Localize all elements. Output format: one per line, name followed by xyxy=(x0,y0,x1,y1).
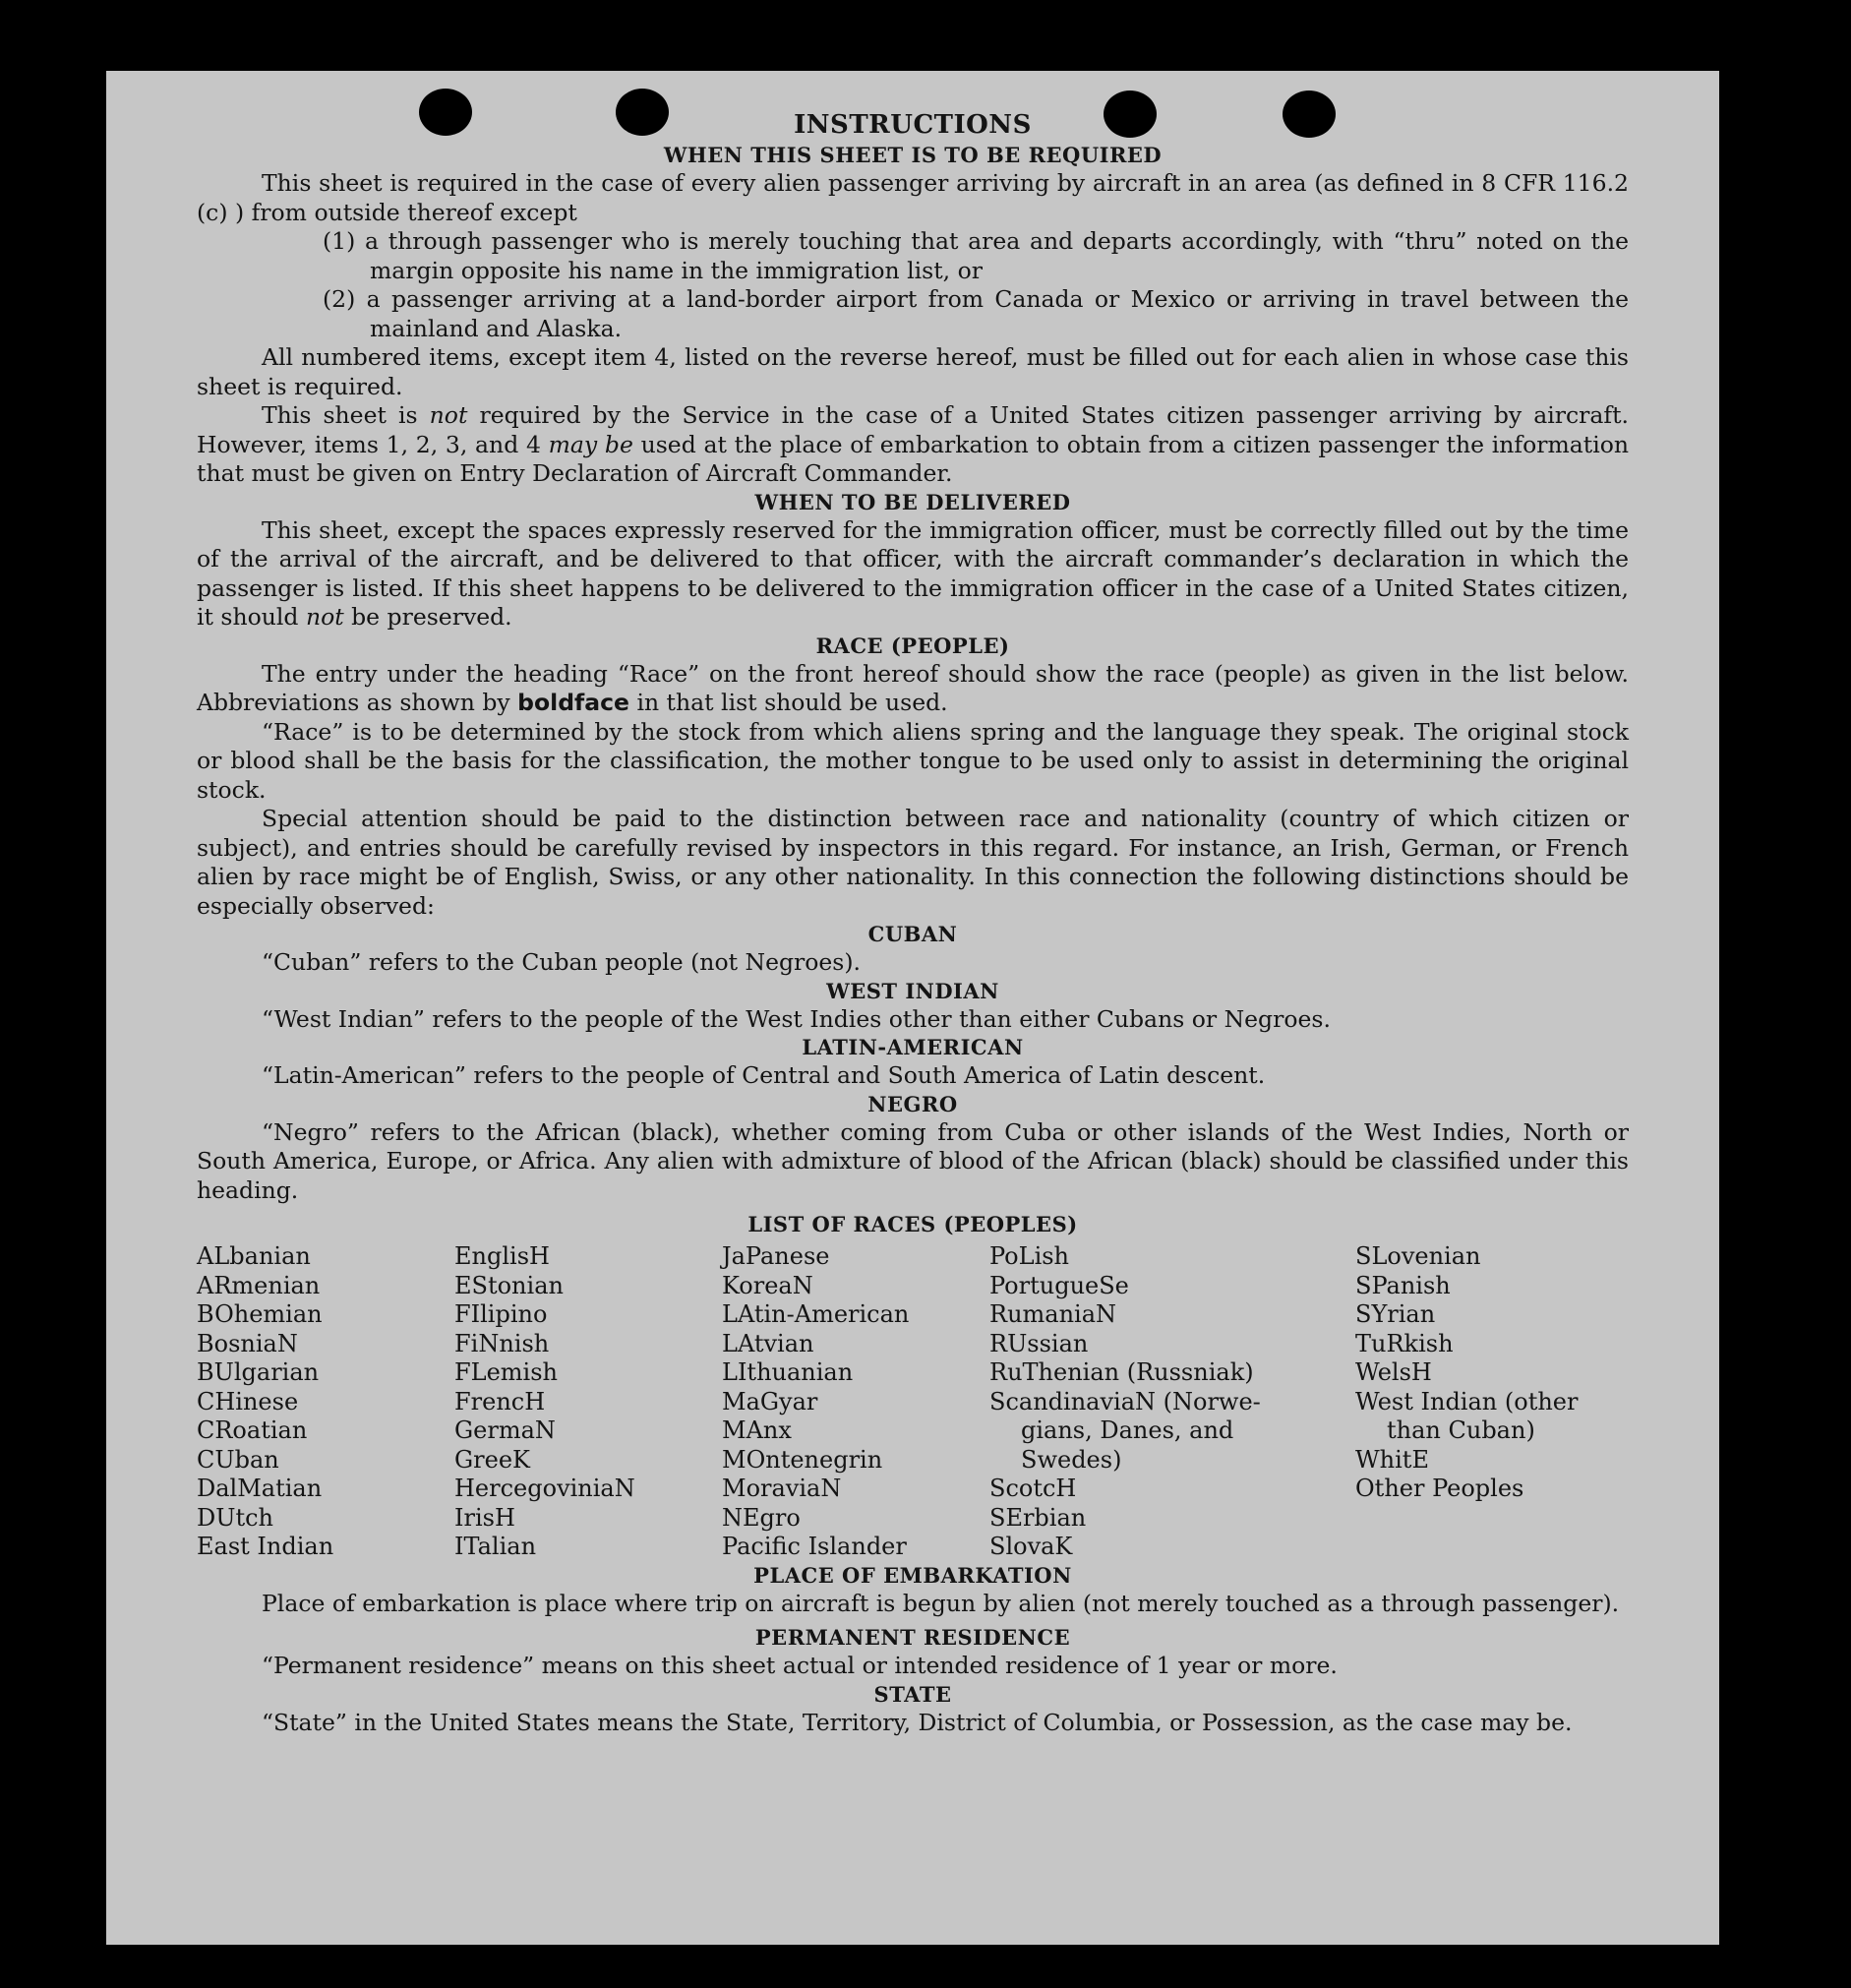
race-item: PortugueSe xyxy=(989,1271,1129,1299)
race-item: CUban xyxy=(197,1445,279,1474)
heading-west-indian: WEST INDIAN xyxy=(826,978,999,1003)
race-item: FrencH xyxy=(454,1387,546,1416)
race-column xyxy=(989,1242,1355,1562)
text-segment: This sheet, except the spaces expressly reserved for the immigration officer, must be correctly filled out by the time of the arrival of the aircraft, and be delivered to that officer, with the aircraft commander’s declaration in which the passenger is listed. If this sheet happens to be delivered to the immigration officer in the case of a United States citizen, it should xyxy=(197,515,1629,631)
text-segment: be preserved. xyxy=(343,603,512,631)
race-item: MoraviaN xyxy=(722,1475,842,1502)
race-column xyxy=(1355,1242,1629,1562)
race-item: MOntenegrin xyxy=(722,1445,883,1474)
race-item: LAtvian xyxy=(722,1329,814,1357)
text-segment: used at the place of embarkation to obtain from a citizen passenger the information that must be given on Entry Declaration of Aircraft Commander. xyxy=(197,430,1629,487)
race-item: NEgro xyxy=(722,1503,801,1532)
race-item: SPanish xyxy=(1355,1271,1451,1299)
text-segment: in that list should be used. xyxy=(628,689,948,716)
race-item: Pacific Islander xyxy=(722,1533,907,1560)
paragraph-delivered xyxy=(197,516,1629,633)
paragraph-race-nationality: Special attention should be paid to the distinction between race and nationality (country of which citizen or subject), and entries should be carefully revised by inspectors in this regard. For instance, an Irish, German, or French alien by race might be of English, Swiss, or any other nationality. In this connection the following distinctions should be especially observed: xyxy=(197,805,1629,920)
heading-latin-american: LATIN-AMERICAN xyxy=(802,1035,1024,1059)
heading-when-delivered: WHEN TO BE DELIVERED xyxy=(754,489,1071,514)
race-item: East Indian xyxy=(197,1533,334,1560)
paragraph-numbered-items: All numbered items, except item 4, listed on the reverse hereof, must be filled out for each alien in whose case this sheet is required. xyxy=(197,343,1629,400)
race-item: SLovenian xyxy=(1355,1242,1481,1270)
paragraph-latin-american: “Latin-American” refers to the people of Central and South America of Latin descent. xyxy=(262,1061,1266,1089)
race-item: RUssian xyxy=(989,1329,1089,1357)
race-item: MaGyar xyxy=(722,1387,818,1416)
document-page xyxy=(106,71,1719,1945)
race-item: KoreaN xyxy=(722,1271,813,1299)
emphasis-text: not xyxy=(429,401,468,429)
race-item: HercegoviniaN xyxy=(454,1475,635,1502)
race-item: BOhemian xyxy=(197,1300,323,1328)
race-item: LAtin-American xyxy=(722,1300,910,1328)
race-item: GreeK xyxy=(454,1445,530,1474)
race-item: RuThenian (Russniak) xyxy=(989,1358,1254,1386)
race-item: WelsH xyxy=(1355,1358,1432,1386)
heading-list-of-races: LIST OF RACES (PEOPLES) xyxy=(747,1212,1078,1236)
exception-1: (1) a through passenger who is merely touching that area and departs accordingly, with “thru” noted on the margin opposite his name in the immigration list, or xyxy=(323,227,1629,284)
race-item: GermaN xyxy=(454,1416,556,1444)
page-title: INSTRUCTIONS xyxy=(794,110,1032,140)
race-item: BosniaN xyxy=(197,1329,298,1357)
heading-embarkation: PLACE OF EMBARKATION xyxy=(753,1562,1072,1588)
heading-permanent-residence: PERMANENT RESIDENCE xyxy=(754,1625,1071,1650)
race-item: ALbanian xyxy=(197,1242,311,1270)
paragraph-cuban: “Cuban” refers to the Cuban people (not Negroes). xyxy=(262,948,862,976)
paragraph-race-stock: “Race” is to be determined by the stock from which aliens spring and the language they speak. The original stock or blood shall be the basis for the classification, the mother tongue to be used only to assist in determining the original stock. xyxy=(197,717,1629,804)
race-item: RumaniaN xyxy=(989,1300,1117,1328)
race-item: EStonian xyxy=(454,1271,564,1299)
paragraph-state: “State” in the United States means the State, Territory, District of Columbia, or Possession, as the case may be. xyxy=(262,1708,1573,1736)
exception-2: (2) a passenger arriving at a land-border airport from Canada or Mexico or arriving in travel between the mainland and Alaska. xyxy=(323,285,1629,342)
race-item: TuRkish xyxy=(1355,1329,1454,1357)
paragraph-citizen xyxy=(197,401,1629,489)
race-item: gians, Danes, and xyxy=(1021,1416,1234,1444)
heading-state: STATE xyxy=(873,1681,952,1707)
race-item: LIthuanian xyxy=(722,1358,854,1386)
paragraph-permanent-residence: “Permanent residence” means on this sheet actual or intended residence of 1 year or more. xyxy=(262,1652,1338,1679)
race-column xyxy=(197,1242,454,1562)
text-segment: The entry under the heading “Race” on the front hereof should show the race (people) as given in the list below. Abbreviations as shown by xyxy=(197,659,1629,716)
text-segment: This sheet is xyxy=(262,401,430,429)
paragraph-intro: This sheet is required in the case of every alien passenger arriving by aircraft in an area (as defined in 8 CFR 116.2 (c) ) from outside thereof except xyxy=(197,169,1629,226)
race-item: SlovaK xyxy=(989,1533,1073,1560)
race-item: WhitE xyxy=(1355,1445,1429,1474)
race-item: FLemish xyxy=(454,1358,558,1386)
boldface-text: boldface xyxy=(517,689,629,716)
race-item: Swedes) xyxy=(1021,1445,1122,1474)
race-column xyxy=(454,1242,722,1562)
race-column xyxy=(722,1242,989,1562)
race-item: ARmenian xyxy=(197,1271,321,1299)
heading-when-required: WHEN THIS SHEET IS TO BE REQUIRED xyxy=(663,143,1163,167)
race-item: than Cuban) xyxy=(1387,1416,1535,1444)
race-item: ScotcH xyxy=(989,1475,1077,1502)
race-item: CRoatian xyxy=(197,1416,308,1444)
race-item: West Indian (other xyxy=(1355,1387,1579,1416)
race-item: CHinese xyxy=(197,1387,299,1416)
race-item: SYrian xyxy=(1355,1300,1436,1328)
text-segment: required by the Service in the case of a United States citizen passenger arriving by aircraft. However, items 1, 2, 3, and 4 xyxy=(197,401,1629,458)
race-item: JaPanese xyxy=(722,1242,830,1270)
paragraph-race-entry xyxy=(197,660,1629,718)
race-item: ScandinaviaN (Norwe- xyxy=(989,1387,1261,1416)
heading-cuban: CUBAN xyxy=(867,922,958,946)
heading-race: RACE (PEOPLE) xyxy=(815,633,1010,658)
race-item: FiNnish xyxy=(454,1329,550,1357)
race-list xyxy=(197,1242,1629,1562)
paragraph-west-indian: “West Indian” refers to the people of the West Indies other than either Cubans or Negroes. xyxy=(262,1004,1331,1033)
race-item: SErbian xyxy=(989,1503,1087,1532)
race-item: DUtch xyxy=(197,1503,274,1532)
heading-negro: NEGRO xyxy=(867,1091,958,1116)
race-item: Other Peoples xyxy=(1355,1475,1524,1502)
paragraph-embarkation: Place of embarkation is place where trip on aircraft is begun by alien (not merely touched as a through passenger). xyxy=(262,1589,1620,1617)
instructions-content xyxy=(197,108,1629,1737)
race-item: EnglisH xyxy=(454,1242,550,1270)
paragraph-negro: “Negro” refers to the African (black), whether coming from Cuba or other islands of the West Indies, North or South America, Europe, or Africa. Any alien with admixture of blood of the African (black) should be classified under this heading. xyxy=(197,1117,1629,1204)
race-item: IrisH xyxy=(454,1503,515,1532)
emphasis-text: not xyxy=(305,603,344,631)
race-item: ITalian xyxy=(454,1533,537,1560)
race-item: FIlipino xyxy=(454,1300,548,1328)
race-item: PoLish xyxy=(989,1242,1070,1270)
race-item: DalMatian xyxy=(197,1475,323,1502)
race-item: BUlgarian xyxy=(197,1358,320,1386)
emphasis-text: may be xyxy=(548,430,633,458)
race-item: MAnx xyxy=(722,1416,792,1444)
